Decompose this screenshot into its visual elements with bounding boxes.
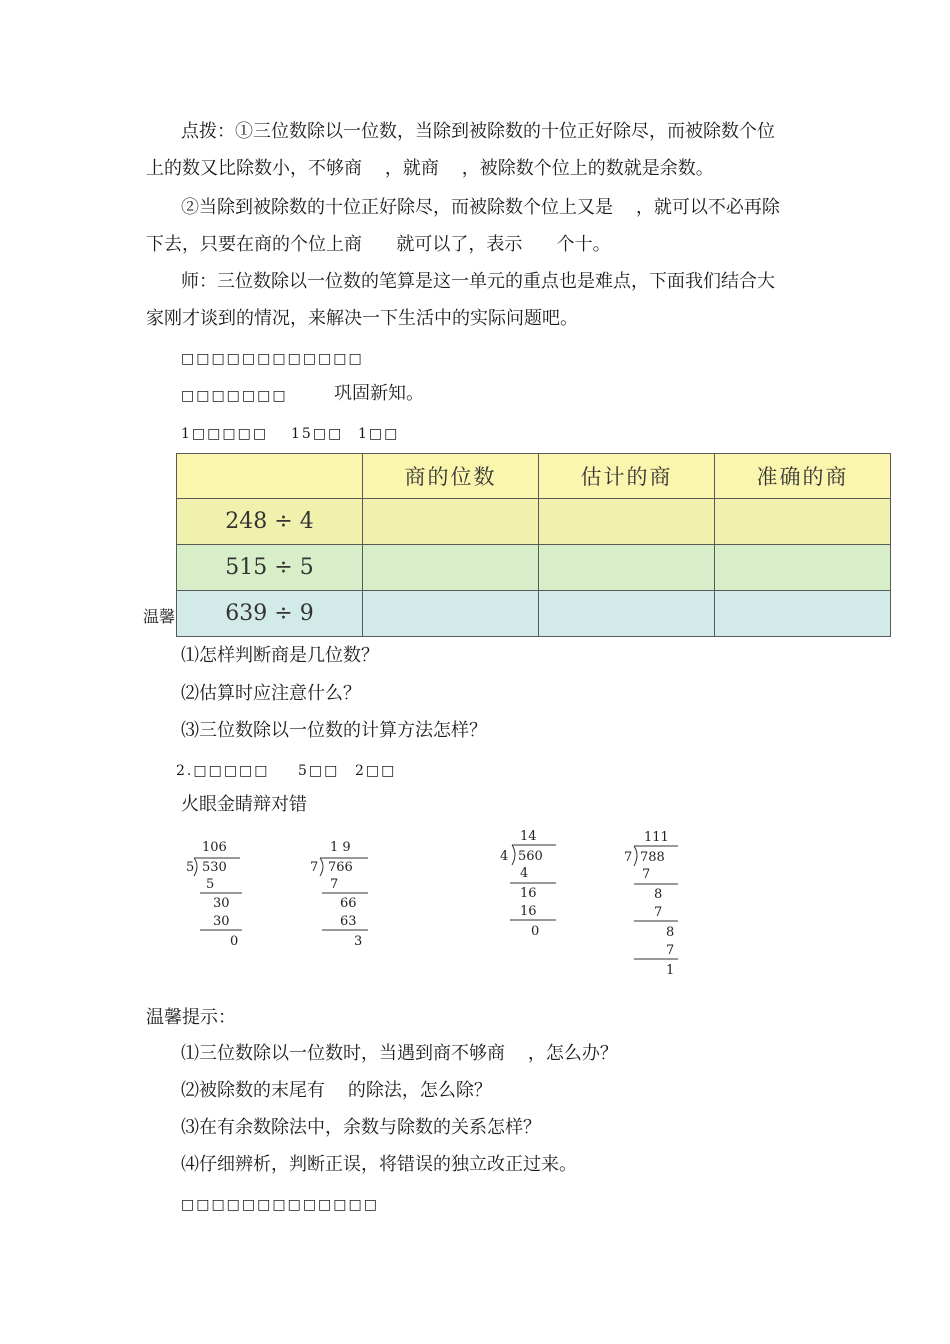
exercise-2-points: 2□□ <box>355 763 397 779</box>
exercise-1-points: 1□□ <box>358 426 400 442</box>
division-quotient: 111 <box>644 830 669 845</box>
division-step: 30 <box>213 896 230 911</box>
table-cell-expression: 639 ÷ 9 <box>177 591 363 637</box>
division-divisor: 7 <box>310 860 319 875</box>
division-dividend: 560 <box>518 849 543 864</box>
hint-paragraph-2-line-2: 下去，只要在商的个位上商 就可以了，表示 个十。 <box>146 234 611 255</box>
division-step: 7 <box>654 905 663 920</box>
tip-1: ⑴三位数除以一位数时，当遇到商不够商 ，怎么办？ <box>181 1043 618 1064</box>
table-header-cell <box>177 454 363 499</box>
garbled-heading-1: □□□□□□□□□□□□ <box>181 351 364 367</box>
estimate-table <box>176 453 891 637</box>
division-step: 4 <box>520 866 529 881</box>
exercise-2-label: 2.□□□□□ <box>176 763 270 779</box>
table-cell[interactable] <box>363 545 539 591</box>
division-quotient: 106 <box>202 840 227 855</box>
division-step: 8 <box>654 887 663 902</box>
table-cell[interactable] <box>539 499 715 545</box>
table-header-cell: 估计的商 <box>539 454 715 499</box>
division-step: 7 <box>666 943 675 958</box>
table-header-cell: 准确的商 <box>715 454 891 499</box>
division-step: 63 <box>340 914 357 929</box>
division-step: 16 <box>520 904 537 919</box>
division-dividend: 530 <box>202 860 227 875</box>
division-divisor: 4 <box>500 849 509 864</box>
long-division-4 <box>620 828 690 978</box>
division-step: 1 <box>666 963 675 978</box>
division-step: 16 <box>520 886 537 901</box>
division-dividend: 788 <box>640 850 665 865</box>
division-step: 30 <box>213 914 230 929</box>
side-label: 温馨 <box>143 607 176 626</box>
garbled-heading-2-prefix: □□□□□□□ <box>181 388 288 404</box>
table-row <box>177 499 891 545</box>
division-step: 7 <box>330 877 339 892</box>
garbled-heading-2-suffix: 巩固新知。 <box>334 383 424 404</box>
long-division-2 <box>306 838 386 953</box>
garbled-footer: □□□□□□□□□□□□□ <box>181 1197 379 1213</box>
hint-paragraph-1-line-2: 上的数又比除数小，不够商 ，就商 ，被除数个位上的数就是余数。 <box>146 158 714 179</box>
tip-3: ⑶在有余数除法中，余数与除数的关系怎样？ <box>181 1117 541 1138</box>
division-step: 0 <box>531 924 540 939</box>
exercise-1-label: 1□□□□□ <box>181 426 269 442</box>
division-step: 66 <box>340 896 357 911</box>
division-quotient: 14 <box>520 829 537 844</box>
tip-4: ⑷仔细辨析，判断正误，将错误的独立改正过来。 <box>181 1154 577 1175</box>
tips-title: 温馨提示： <box>146 1007 236 1028</box>
division-step: 7 <box>642 867 651 882</box>
question-1: ⑴怎样判断商是几位数？ <box>181 645 379 666</box>
division-step: 5 <box>206 877 215 892</box>
hint-paragraph-2-line-1: ②当除到被除数的十位正好除尽，而被除数个位上又是 ，就可以不必再除 <box>181 197 780 218</box>
division-step: 8 <box>666 925 675 940</box>
division-divisor: 5 <box>186 860 195 875</box>
question-3: ⑶三位数除以一位数的计算方法怎样？ <box>181 720 487 741</box>
table-cell[interactable] <box>715 591 891 637</box>
tip-2: ⑵被除数的末尾有 的除法，怎么除？ <box>181 1080 492 1101</box>
table-cell[interactable] <box>363 499 539 545</box>
teacher-paragraph-line-1: 师：三位数除以一位数的笔算是这一单元的重点也是难点，下面我们结合大 <box>181 271 775 292</box>
table-header-cell: 商的位数 <box>363 454 539 499</box>
long-division-1 <box>180 838 260 953</box>
division-step: 0 <box>230 934 239 949</box>
table-cell[interactable] <box>363 591 539 637</box>
table-cell[interactable] <box>539 545 715 591</box>
table-row <box>177 545 891 591</box>
exercise-2-time: 5□□ <box>298 763 340 779</box>
division-step: 3 <box>354 934 363 949</box>
table-header-row <box>177 454 891 499</box>
table-cell-expression: 515 ÷ 5 <box>177 545 363 591</box>
division-quotient: 1 9 <box>330 840 351 855</box>
question-2: ⑵估算时应注意什么？ <box>181 683 361 704</box>
table-cell-expression: 248 ÷ 4 <box>177 499 363 545</box>
division-dividend: 766 <box>328 860 353 875</box>
table-row <box>177 591 891 637</box>
quiz-title: 火眼金睛辩对错 <box>181 794 307 815</box>
table-cell[interactable] <box>539 591 715 637</box>
teacher-paragraph-line-2: 家刚才谈到的情况，来解决一下生活中的实际问题吧。 <box>146 308 578 329</box>
division-divisor: 7 <box>624 850 633 865</box>
exercise-1-time: 15□□ <box>291 426 344 442</box>
hint-paragraph-1-line-1: 点拨：①三位数除以一位数，当除到被除数的十位正好除尽，而被除数个位 <box>181 121 775 142</box>
long-division-3 <box>496 827 576 942</box>
table-cell[interactable] <box>715 499 891 545</box>
table-cell[interactable] <box>715 545 891 591</box>
